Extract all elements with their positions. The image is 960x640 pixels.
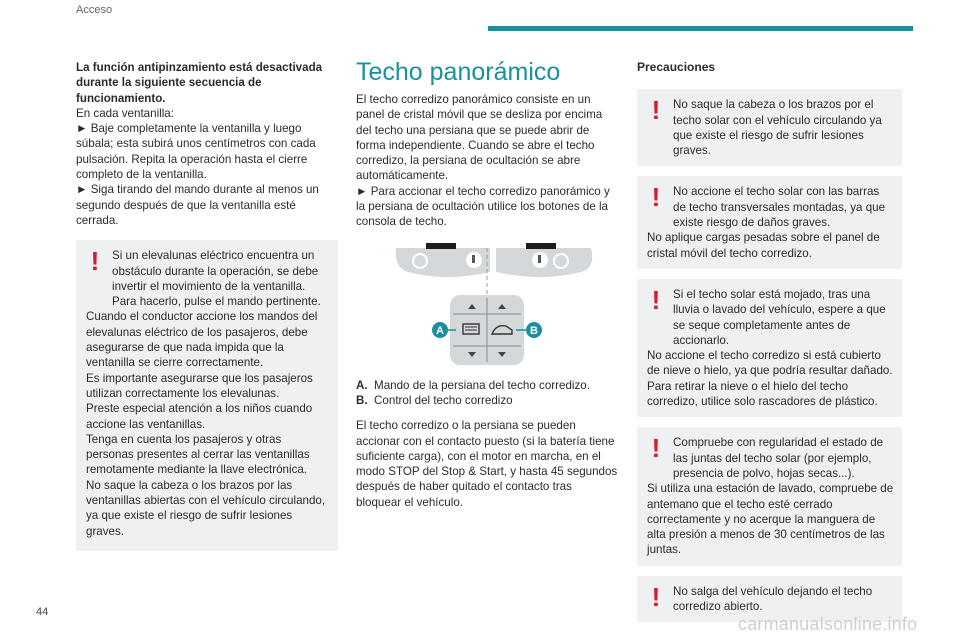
antipinch-intro: La función antipinzamiento está desactivada durante la siguiente secuencia de funcionamiento. — [76, 61, 323, 105]
warning-exclamation-icon: ! — [651, 284, 661, 315]
precaution-text: No accione el techo corredizo si está cubierto de nieve o hielo, ya que podría resultar dañado. — [647, 349, 893, 378]
warning-first: Si un elevalunas eléctrico encuentra un obstáculo durante la operación, se debe invertir el movimiento de la ventanilla. Para hacerlo, pulse el mando pertinente. — [112, 249, 321, 309]
precaution-box — [637, 279, 902, 417]
legend-b: B. Control del techo corredizo — [356, 393, 513, 407]
roof-description: El techo corredizo panorámico consiste en un panel de cristal móvil que se desliza por encima del techo una persiana que se puede abrir de forma independiente. Cuando se abre el techo corredizo, la persiana de ocultación se abre automáticamente. — [356, 93, 603, 183]
operation-conditions: El techo corredizo o la persiana se pueden accionar con el contacto puesto (si la batería tiene suficiente carga), con el motor en marcha, en el modo STOP del Stop & Start, y hasta 45 segundos después de haber quitado el contacto tras bloquear el vehículo. — [356, 419, 618, 509]
precaution-box — [637, 176, 902, 268]
page-number: 44 — [36, 606, 49, 618]
column-1 — [76, 60, 338, 551]
roof-instruction: ► Para accionar el techo corredizo panorámico y la persiana de ocultación utilice los botones de la consola de techo. — [356, 184, 610, 229]
warning-exclamation-icon: ! — [651, 581, 661, 612]
precautions-title: Precauciones — [637, 60, 716, 74]
precaution-text: No accione el techo solar con las barras de techo transversales montadas, ya que existe riesgo de daños graves. — [673, 185, 886, 230]
warning-exclamation-icon: ! — [651, 182, 661, 213]
figure-legend — [356, 378, 618, 409]
precaution-text: Si utiliza una estación de lavado, compruebe de antemano que el techo esté cerrado correctamente y no acerque la manguera de alta presión a menos de 30 centímetros de las juntas. — [647, 482, 894, 557]
section-title: Techo panorámico — [356, 58, 561, 86]
precaution-text: Compruebe con regularidad el estado de las juntas del techo solar (por ejemplo, presencia de polvo, hojas secas...). — [673, 436, 884, 480]
col1-line-1: ► Baje completamente la ventanilla y luego súbala; esta subirá unos centímetros con cada pulsación. Repita la operación hasta el cierre completo de la ventanilla. — [76, 122, 316, 182]
warning-box — [76, 240, 338, 551]
label-b: B — [530, 324, 538, 337]
warning-line: Cuando el conductor accione los mandos del elevalunas eléctrico de los pasajeros, debe asegurarse de que nada impida que la ventanilla se cierre correctamente. — [86, 310, 318, 370]
warning-line: Preste especial atención a los niños cuando accione las ventanillas. — [86, 402, 313, 431]
warning-line: Tenga en cuenta los pasajeros y otras personas presentes al cerrar las ventanillas remotamente mediante la llave electrónica. — [86, 432, 310, 477]
col1-line-2: ► Siga tirando del mando durante al menos un segundo después de que la ventanilla esté cerrada. — [76, 183, 319, 227]
col1-line-0: En cada ventanilla: — [76, 106, 174, 120]
roof-console-illustration — [356, 238, 618, 368]
warning-exclamation-icon: ! — [651, 433, 661, 464]
precaution-text: No salga del vehículo dejando el techo corredizo abierto. — [673, 584, 873, 614]
legend-a: A. Mando de la persiana del techo corredizo. — [356, 378, 590, 392]
warning-line: No saque la cabeza o los brazos por las ventanillas abiertas con el vehículo circulando, ya que existe el riesgo de sufrir lesiones graves. — [86, 478, 326, 538]
precaution-text: No aplique cargas pesadas sobre el panel de cristal móvil del techo corredizo. — [647, 231, 880, 260]
mirror-left-icon — [396, 243, 490, 277]
roof-console-buttons-icon — [450, 295, 524, 365]
precaution-box — [637, 89, 902, 166]
precaution-text: Para retirar la nieve o el hielo del techo corredizo, utilice solo rascadores de plástico. — [647, 379, 878, 409]
precaution-text: No saque la cabeza o los brazos por el techo solar con el vehículo circulando ya que existe el riesgo de sufrir lesiones graves. — [673, 98, 882, 158]
label-a: A — [436, 324, 444, 337]
watermark: carmanualsonline.info — [738, 614, 918, 634]
mirror-right-icon — [496, 243, 592, 277]
column-3 — [637, 60, 902, 622]
warning-exclamation-icon: ! — [90, 246, 100, 277]
precaution-box — [637, 427, 902, 565]
section-header: Acceso — [76, 4, 113, 16]
precaution-text: Si el techo solar está mojado, tras una lluvia o lavado del vehículo, espere a que se seque completamente antes de accionarlo. — [673, 287, 886, 347]
column-2 — [356, 58, 618, 510]
warning-exclamation-icon: ! — [651, 95, 661, 126]
roof-console-figure — [356, 238, 618, 368]
warning-line: Es importante asegurarse que los pasajeros utilizan correctamente los elevalunas. — [86, 371, 313, 400]
header-accent-bar — [488, 26, 913, 31]
